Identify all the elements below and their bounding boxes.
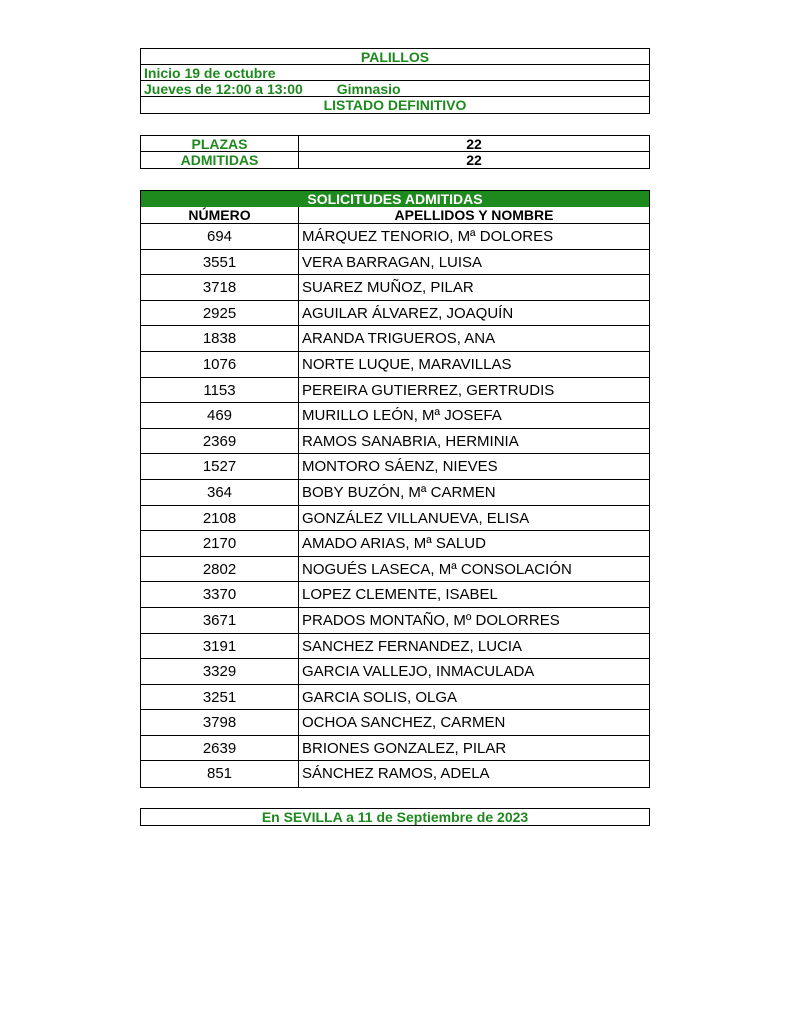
applicant-number: 3329	[141, 659, 299, 684]
footer-date: En SEVILLA a 11 de Septiembre de 2023	[140, 808, 650, 826]
places-value: 22	[466, 136, 482, 152]
table-row	[141, 608, 649, 634]
applicant-number: 1527	[141, 454, 299, 479]
applicant-name: RAMOS SANABRIA, HERMINIA	[302, 432, 519, 450]
applicant-name: NOGUÉS LASECA, Mª CONSOLACIÓN	[302, 560, 572, 578]
applicant-name: SUAREZ MUÑOZ, PILAR	[302, 279, 474, 297]
applicant-name: MURILLO LEÓN, Mª JOSEFA	[302, 407, 502, 425]
places-label: PLAZAS	[141, 136, 299, 151]
table-row	[141, 685, 649, 711]
applicant-number: 3798	[141, 710, 299, 735]
applicant-number: 2170	[141, 531, 299, 556]
admitted-label: ADMITIDAS	[141, 152, 299, 168]
course-header	[140, 48, 650, 114]
applicant-number: 3251	[141, 685, 299, 710]
applicant-name: OCHOA SANCHEZ, CARMEN	[302, 714, 506, 732]
applicant-name: GONZÁLEZ VILLANUEVA, ELISA	[302, 509, 530, 527]
applicant-number: 3191	[141, 634, 299, 659]
table-row	[141, 224, 649, 250]
applicant-name: MONTORO SÁENZ, NIEVES	[302, 458, 498, 476]
table-row	[141, 634, 649, 660]
schedule-place: Gimnasio	[336, 81, 401, 97]
applicant-name: BOBY BUZÓN, Mª CARMEN	[302, 483, 496, 501]
applicant-number: 469	[141, 403, 299, 428]
table-body	[141, 224, 649, 787]
applicant-name: ARANDA TRIGUEROS, ANA	[302, 330, 496, 348]
applicant-name: PEREIRA GUTIERREZ, GERTRUDIS	[302, 381, 555, 399]
table-row	[141, 326, 649, 352]
applicant-name: GARCIA VALLEJO, INMACULADA	[302, 663, 535, 681]
applicant-number: 851	[141, 761, 299, 787]
table-row	[141, 506, 649, 532]
applicant-number: 2108	[141, 506, 299, 531]
admitted-row	[141, 152, 649, 168]
applicant-name: SÁNCHEZ RAMOS, ADELA	[302, 765, 490, 783]
applicant-number: 694	[141, 224, 299, 249]
applicant-name: GARCIA SOLIS, OLGA	[302, 688, 458, 706]
table-row	[141, 480, 649, 506]
applicant-number: 2639	[141, 736, 299, 761]
table-row	[141, 403, 649, 429]
applicant-name: AGUILAR ÁLVAREZ, JOAQUÍN	[302, 304, 514, 322]
table-row	[141, 531, 649, 557]
table-row	[141, 429, 649, 455]
admitted-table	[140, 190, 650, 788]
table-header	[141, 207, 649, 224]
table-row	[141, 352, 649, 378]
start-date: Inicio 19 de octubre	[141, 65, 649, 81]
applicant-number: 1838	[141, 326, 299, 351]
course-title: PALILLOS	[141, 49, 649, 65]
table-row	[141, 454, 649, 480]
admitted-value: 22	[466, 152, 482, 168]
applicant-number: 1076	[141, 352, 299, 377]
applicant-name: LOPEZ CLEMENTE, ISABEL	[302, 586, 498, 604]
applicant-number: 364	[141, 480, 299, 505]
table-row	[141, 301, 649, 327]
table-row	[141, 710, 649, 736]
table-row	[141, 582, 649, 608]
table-row	[141, 736, 649, 762]
list-type: LISTADO DEFINITIVO	[323, 97, 467, 113]
applicant-name: MÁRQUEZ TENORIO, Mª DOLORES	[302, 228, 554, 245]
table-row	[141, 378, 649, 404]
applicant-name: SANCHEZ FERNANDEZ, LUCIA	[302, 637, 523, 655]
places-row	[141, 136, 649, 152]
table-title: SOLICITUDES ADMITIDAS	[141, 191, 649, 207]
table-row	[141, 761, 649, 787]
applicant-number: 2369	[141, 429, 299, 454]
applicant-name: AMADO ARIAS, Mª SALUD	[302, 535, 486, 553]
applicant-name: NORTE LUQUE, MARAVILLAS	[302, 355, 512, 373]
applicant-number: 3718	[141, 275, 299, 300]
applicant-number: 1153	[141, 378, 299, 403]
places-summary	[140, 135, 650, 169]
applicant-name: BRIONES GONZALEZ, PILAR	[302, 739, 507, 757]
applicant-number: 2925	[141, 301, 299, 326]
table-row	[141, 659, 649, 685]
applicant-name: PRADOS MONTAÑO, Mº DOLORRES	[302, 611, 560, 629]
column-header-number: NÚMERO	[141, 207, 299, 223]
table-row	[141, 250, 649, 276]
table-row	[141, 557, 649, 583]
schedule-row	[141, 81, 649, 97]
applicant-number: 2802	[141, 557, 299, 582]
applicant-name: VERA BARRAGAN, LUISA	[302, 253, 483, 271]
column-header-name: APELLIDOS Y NOMBRE	[394, 207, 554, 223]
schedule-time: Jueves de 12:00 a 13:00	[144, 81, 303, 97]
applicant-number: 3370	[141, 582, 299, 607]
applicant-number: 3551	[141, 250, 299, 275]
table-row	[141, 275, 649, 301]
applicant-number: 3671	[141, 608, 299, 633]
